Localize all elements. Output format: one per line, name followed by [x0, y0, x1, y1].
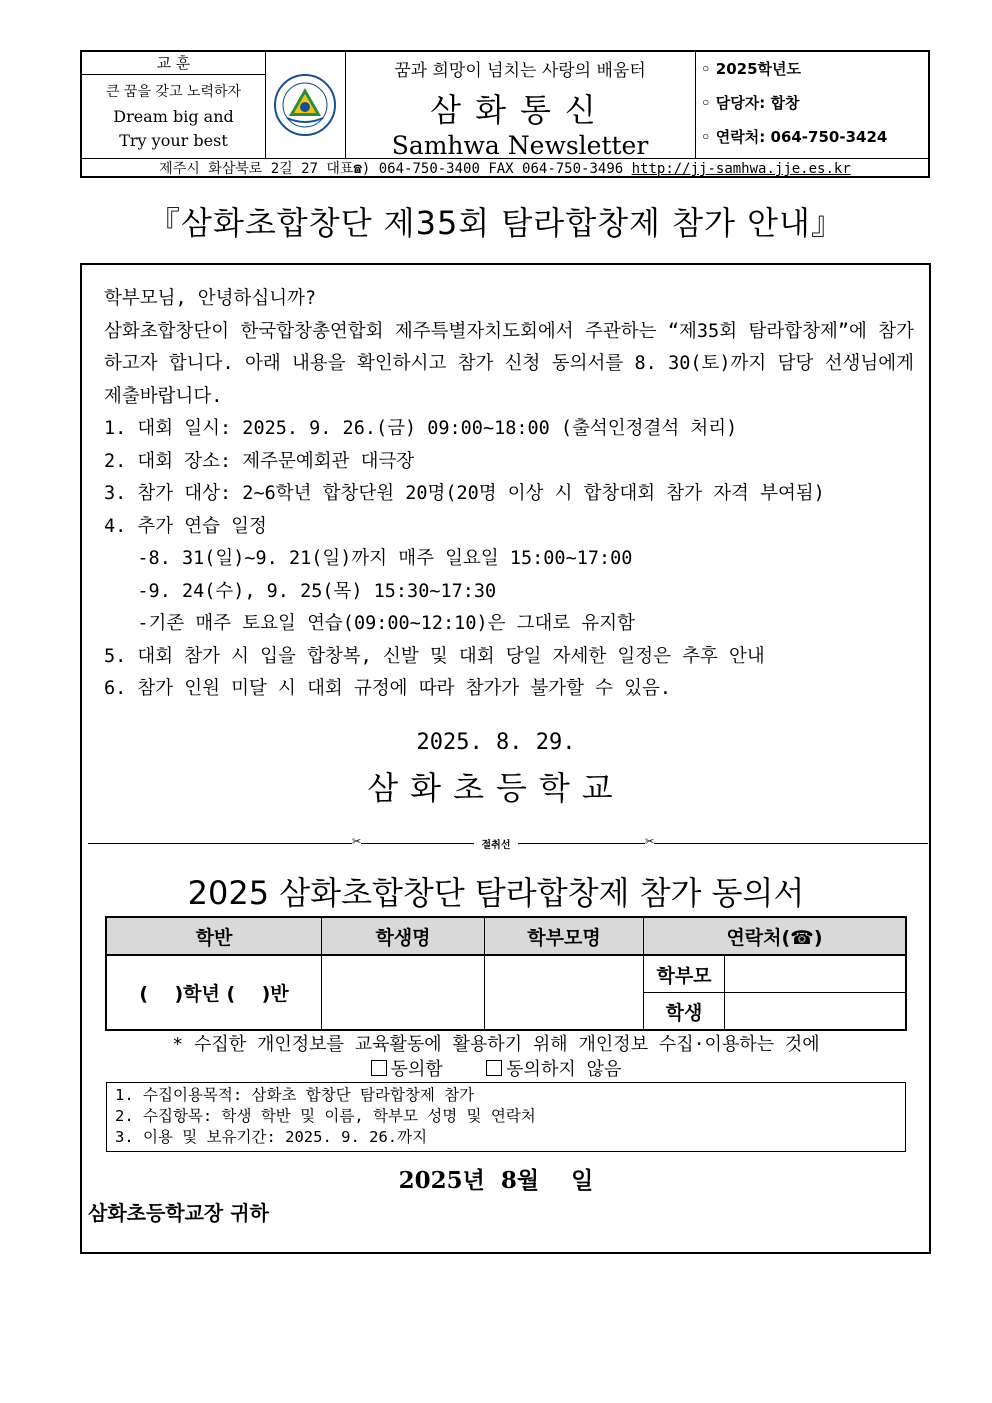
disagree-checkbox[interactable] — [486, 1060, 502, 1076]
consent-form-title: 2025 삼화초합창단 탐라합창제 참가 동의서 — [187, 874, 805, 912]
scissors-icon: ✂ — [645, 835, 655, 848]
addressee: 삼화초등학교장 귀하 — [88, 1201, 269, 1225]
item-practice-c: -기존 매주 토요일 연습(09:00~12:10)은 그대로 유지함 — [104, 613, 635, 634]
agree-checkbox[interactable] — [371, 1060, 387, 1076]
agree-label: 동의함 — [390, 1059, 443, 1080]
notice-body — [104, 283, 914, 706]
cut-line-label: 절취선 — [474, 840, 519, 851]
item-practice-a: -8. 31(일)~9. 21(일)까지 매주 일요일 15:00~17:00 — [104, 548, 633, 569]
item-venue: 2. 대회 장소: 제주문예회관 대극장 — [104, 450, 415, 472]
notice-date: 2025. 8. 29. — [416, 730, 576, 755]
sign-date: 2025년 8월 일 — [398, 1167, 594, 1194]
privacy-note: * 수집한 개인정보를 교육활동에 활용하기 위해 개인정보 수집·이용하는 것에 — [172, 1034, 820, 1055]
document-title: 『삼화초합창단 제35회 탐라합창제 참가 안내』 — [148, 204, 844, 242]
purpose-line-3: 3. 이용 및 보유기간: 2025. 9. 26.까지 — [115, 1128, 428, 1146]
scissors-icon: ✂ — [352, 835, 362, 848]
newsletter-header — [80, 50, 930, 178]
address-text: 제주시 화삼북로 2길 27 대표☎) 064-750-3400 FAX 064-750-3496 — [159, 161, 632, 177]
class-field[interactable]: ( )학년 ( )반 — [106, 955, 322, 1030]
motto-korean: 큰 꿈을 갖고 노력하자 — [105, 84, 242, 100]
item-minimum: 6. 참가 인원 미달 시 대회 규정에 따라 참가가 불가할 수 있음. — [104, 678, 671, 699]
item-practice-b: -9. 24(수), 9. 25(목) 15:30~17:30 — [104, 580, 497, 602]
intro-paragraph: 삼화초합창단이 한국합창총연합회 제주특별자치도회에서 주관하는 “제35회 탐라합창제”에 참가하고자 합니다. 아래 내용을 확인하시고 참가 신청 동의서를 8. 30(토)까지 담당 선생님에게 제출바랍니다. — [104, 320, 914, 407]
header-info — [695, 52, 930, 158]
agreement-options — [0, 1055, 992, 1081]
slogan: 꿈과 희망이 넘치는 사랑의 배움터 — [394, 61, 646, 81]
school-url-link[interactable]: http://jj-samhwa.jje.es.kr — [631, 161, 851, 177]
address-line — [82, 158, 928, 179]
item-target: 3. 참가 대상: 2~6학년 합창단원 20명(20명 이상 시 합창대회 참가 자격 부여됨) — [104, 483, 825, 504]
motto-english-1: Dream big and — [113, 107, 234, 126]
newsletter-title-korean: 삼화통신 — [430, 91, 610, 129]
item-uniform: 5. 대회 참가 시 입을 합창복, 신발 및 대회 당일 자세한 일정은 추후 안내 — [104, 645, 765, 667]
newsletter-masthead — [345, 52, 696, 158]
motto-english-2: Try your best — [119, 131, 228, 150]
purpose-line-2: 2. 수집항목: 학생 학반 및 이름, 학부모 성명 및 연락처 — [115, 1107, 536, 1125]
person-in-charge: ◦ 담당자: 합창 — [701, 94, 800, 112]
item-date: 1. 대회 일시: 2025. 9. 26.(금) 09:00~18:00 (출석인정결석 처리) — [104, 418, 738, 439]
student-phone-field[interactable] — [725, 993, 907, 1031]
col-contact: 연락처(☎) — [644, 917, 907, 955]
parent-name-field[interactable] — [485, 955, 644, 1030]
school-year: ◦ 2025학년도 — [701, 60, 802, 78]
row-student-label: 학생 — [644, 993, 725, 1031]
cut-line-label-wrap — [0, 836, 992, 851]
motto-title: 교 훈 — [82, 52, 265, 75]
privacy-purpose-box — [106, 1082, 906, 1152]
motto-box — [82, 52, 266, 158]
consent-table — [105, 916, 907, 1031]
col-student: 학생명 — [322, 917, 485, 955]
col-class: 학반 — [106, 917, 322, 955]
parent-phone-field[interactable] — [725, 955, 907, 993]
school-logo — [265, 52, 346, 158]
student-name-field[interactable] — [322, 955, 485, 1030]
newsletter-title-english: Samhwa Newsletter — [391, 131, 649, 160]
contact-number: ◦ 연락처: 064-750-3424 — [701, 128, 888, 146]
col-parent: 학부모명 — [485, 917, 644, 955]
greeting: 학부모님, 안녕하십니까? — [104, 288, 317, 309]
disagree-label: 동의하지 않음 — [506, 1059, 622, 1080]
item-practice: 4. 추가 연습 일정 — [104, 515, 267, 537]
school-emblem-icon — [265, 52, 345, 158]
school-name: 삼화초등학교 — [367, 769, 625, 807]
row-parent-label: 학부모 — [644, 955, 725, 993]
purpose-line-1: 1. 수집이용목적: 삼화초 합창단 탐라합창제 참가 — [115, 1086, 475, 1104]
